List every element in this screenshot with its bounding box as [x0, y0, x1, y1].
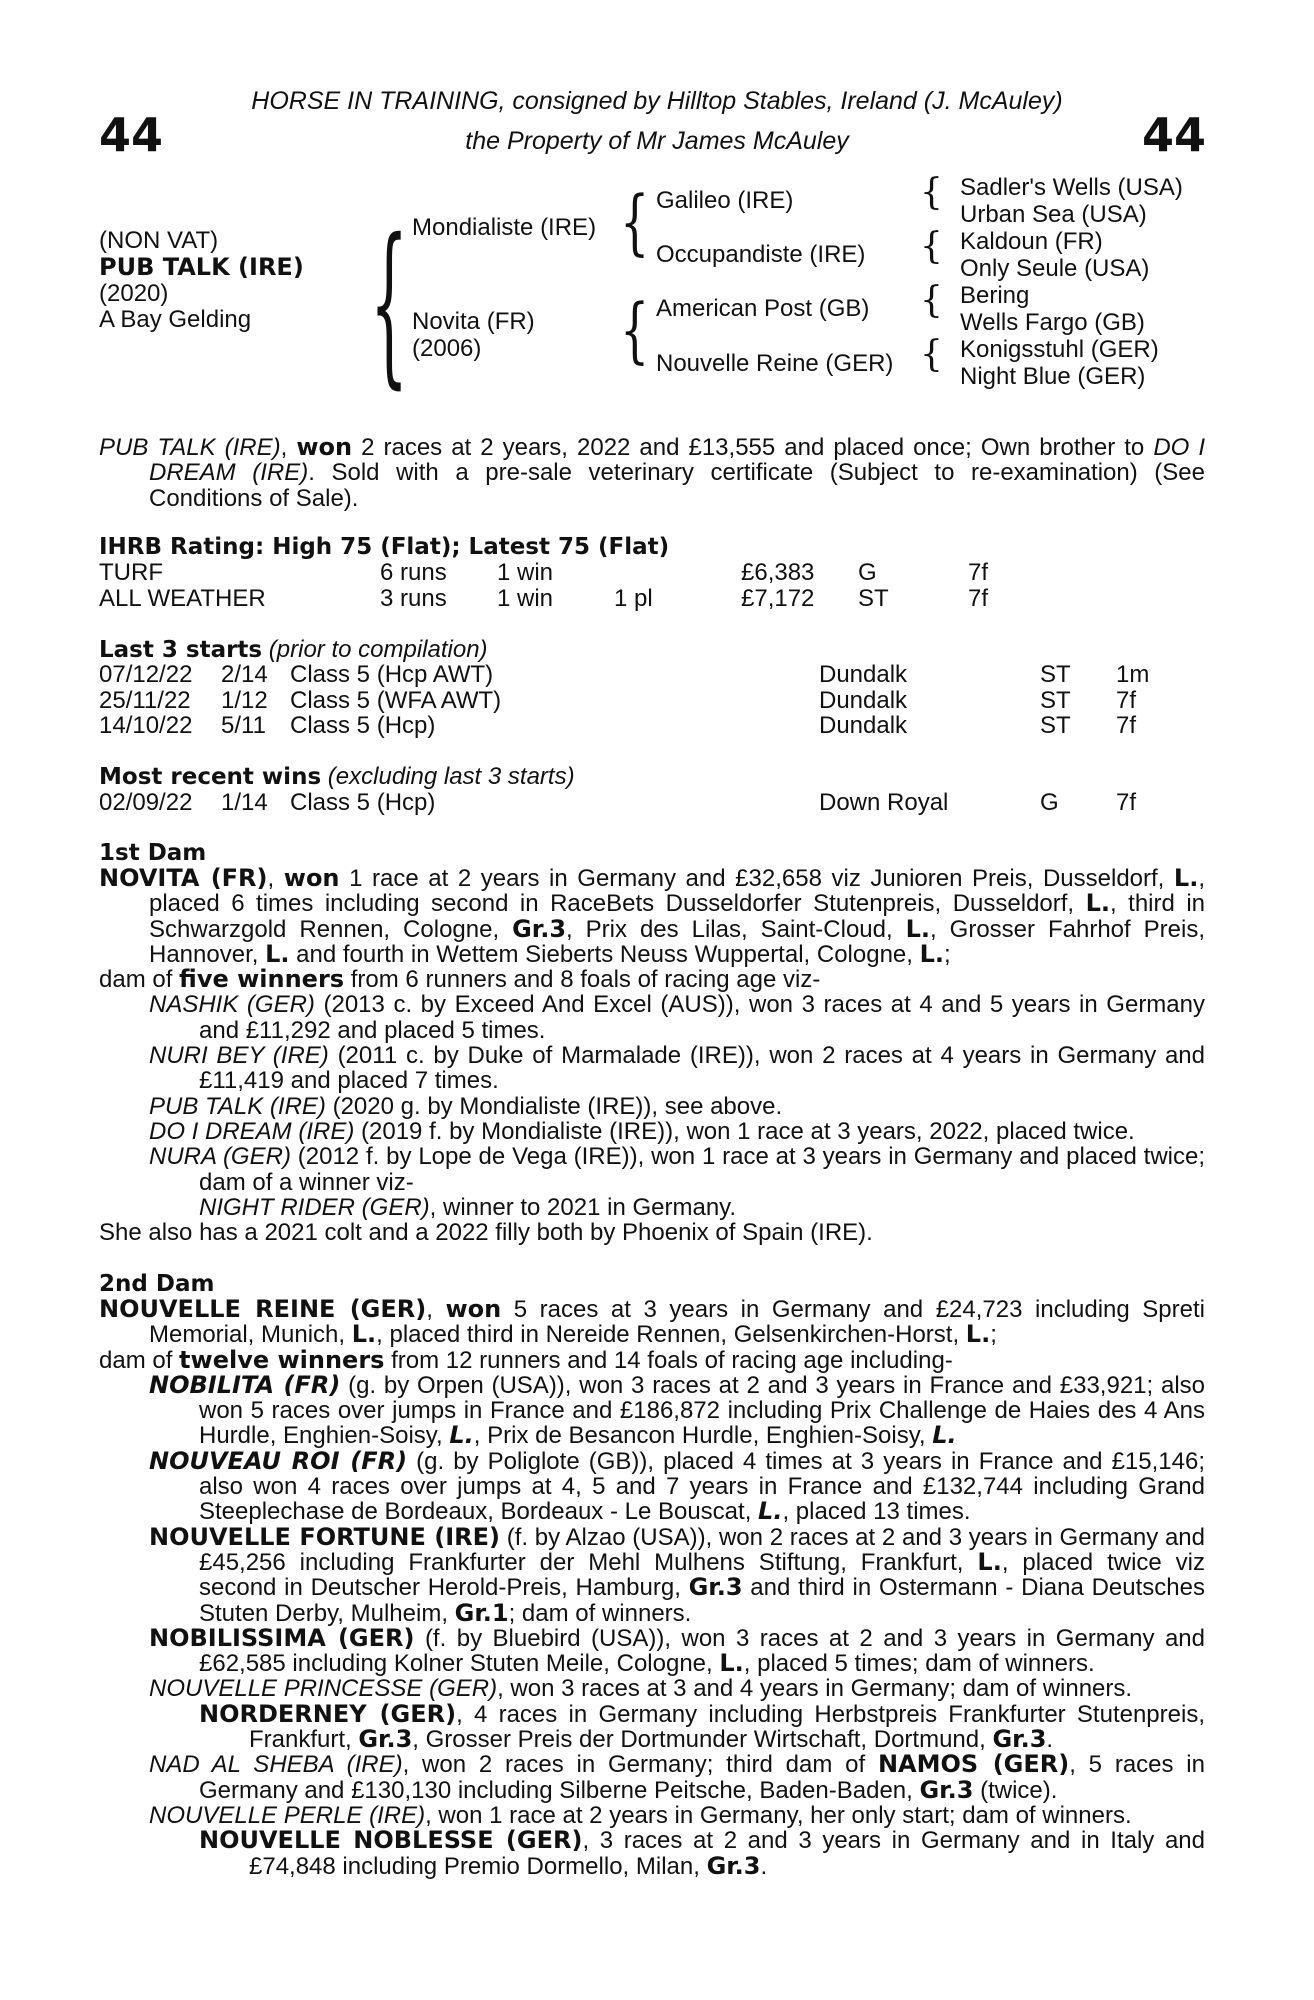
pedigree-g3a: Bering: [960, 282, 1030, 309]
pedigree-brace-g4: {: [920, 334, 943, 375]
pedigree-brace-g3: {: [920, 280, 943, 321]
pedigree-g3b: Wells Fargo (GB): [960, 309, 1145, 336]
pedigree-brace-g2: {: [920, 226, 943, 267]
horse-name: PUB TALK (IRE): [99, 253, 304, 281]
pedigree-brace-g1: {: [920, 172, 943, 213]
list-item: PUB TALK (IRE) (2020 g. by Mondialiste (IRE)), see above.: [149, 1092, 783, 1120]
first-dam-also: She also has a 2021 colt and a 2022 filly both by Phoenix of Spain (IRE).: [99, 1219, 873, 1247]
last3-row: 25/11/22 1/12 Class 5 (WFA AWT) Dundalk ST 7f: [99, 687, 1137, 714]
intro-won: won: [296, 433, 353, 461]
second-dam-section: NOUVELLE REINE (GER), won 5 races at 3 years in Germany and £24,723 including Spreti Memorial, Munich, L., placed third in Nereide Rennen, Gelsenkirchen-Horst, L.; dam of twelve winners from 12 runners and 14 foals of racing age including- NOBILITA (FR) (g. by Orpen (USA)), won 3 races at 2 and 3 years in France and £33,921; also won 5 races over jumps in France and £186,872 including Prix Challenge de Haies des 4 Ans Hurdle, Enghien-Soisy, L., Prix de Besancon Hurdle, Enghien-Soisy, L. NOUVEAU ROI (FR) (g. by Poliglote (GB)), placed 4 times at 3 years in France and £15,146; also won 4 races over jumps at 4, 5 and 7 years in France and £132,744 including Grand Steeplechase de Bordeaux, Bordeaux - Le Bouscat, L., placed 13 times. NOUVELLE FORTUNE (IRE) (f. by Alzao (USA)), won 2 races at 2 and 3 years in Germany and £45,256 including Frankfurter der Mehl Mulhens Stiftung, Frankfurt, L., placed twice viz second in Deutscher Herold-Preis, Hamburg, Gr.3 and third in Ostermann - Diana Deutsches Stuten Derby, Mulheim, Gr.1; dam of winners. NOBILISSIMA (GER) (f. by Bluebird (USA)), won 3 races at 2 and 3 years in Germany and £62,585 including Kolner Stuten Meile, Cologne, L., placed 5 times; dam of winners. NOUVELLE PRINCESSE (GER), won 3 races at 3 and 4 years in Germany; dam of winners. NORDERNEY (GER), 4 races in Germany including Herbstpreis Frankfurter Stutenpreis, Frankfurt, Gr.3, Grosser Preis der Dortmunder Wirtschaft, Dortmund, Gr.3. NAD AL SHEBA (IRE), won 2 races in Germany; third dam of NAMOS (GER), 5 races in Germany and £130,130 including Silberne Peitsche, Baden-Baden, Gr.3 (twice). NOUVELLE PERLE (IRE), won 1 race at 2 years in Germany, her only start; dam of winners. NOUVELLE NOBLESSE (GER), 3 races at 2 and 3 years in Germany and in Italy and £74,848 including Premio Dormello, Milan, Gr.3.: [99, 1295, 1206, 1880]
dam-dam: Nouvelle Reine (GER): [656, 350, 894, 377]
first-dam-produce-summary: dam of five winners from 6 runners and 8 foals of racing age viz-: [99, 965, 821, 994]
dam-sire: American Post (GB): [656, 295, 870, 322]
first-dam-name: NOVITA (FR): [99, 864, 268, 892]
list-item: NORDERNEY (GER), 4 races in Germany including Herbstpreis Frankfurter Stutenpreis, Frankfurt, Gr.3, Grosser Preis der Dortmunder Wirtschaft, Dortmund, Gr.3.: [199, 1699, 1205, 1754]
list-item: NOUVEAU ROI (FR) (g. by Poliglote (GB)), placed 4 times at 3 years in France and £15,146; also won 4 races over jumps at 4, 5 and 7 years in France and £132,744 including Grand Steeplechase de Bordeaux, Bordeaux - Le Bouscat, L., placed 13 times.: [149, 1446, 1206, 1526]
lot-number-left: 44: [99, 108, 164, 162]
list-item: NOUVELLE FORTUNE (IRE) (f. by Alzao (USA)), won 2 races at 2 and 3 years in Germany and £45,256 including Frankfurter der Mehl Mulhens Stiftung, Frankfurt, L., placed twice viz second in Deutscher Herold-Preis, Hamburg, Gr.3 and third in Ostermann - Diana Deutsches Stuten Derby, Mulheim, Gr.1; dam of winners.: [149, 1522, 1205, 1627]
intro-brother: DO I DREAM (IRE): [149, 434, 1206, 487]
intro-paragraph: PUB TALK (IRE), won 2 races at 2 years, 2022 and £13,555 and placed once; Own brother to DO I DREAM (IRE). Sold with a pre-sale veterinary certificate (Subject to re-examination) (See Conditions of Sale).: [99, 433, 1206, 512]
list-item: NOBILISSIMA (GER) (f. by Bluebird (USA)), won 3 races at 2 and 3 years in Germany and £62,585 including Kolner Stuten Meile, Cologne, L., placed 5 times; dam of winners.: [149, 1623, 1205, 1678]
sire-dam: Occupandiste (IRE): [656, 241, 866, 268]
list-item: NURA (GER) (2012 f. by Lope de Vega (IRE)), won 1 race at 3 years in Germany and placed twice; dam of a winner viz-: [149, 1143, 1205, 1196]
last3-heading: Last 3 starts (prior to compilation): [99, 636, 488, 663]
dam-name: Novita (FR): [412, 308, 535, 335]
list-item: NIGHT RIDER (GER), winner to 2021 in Germany.: [199, 1193, 737, 1221]
list-item: NOUVELLE PRINCESSE (GER), won 3 races at 3 and 4 years in Germany; dam of winners.: [149, 1675, 1133, 1703]
lot-number-right: 44: [1142, 108, 1207, 162]
pedigree-g2a: Kaldoun (FR): [960, 228, 1103, 255]
property-line: the Property of Mr James McAuley: [465, 127, 849, 155]
second-dam-heading: 2nd Dam: [99, 1271, 215, 1297]
horse-year: (2020): [99, 280, 169, 307]
sire-sire: Galileo (IRE): [656, 187, 794, 214]
pedigree-g1b: Urban Sea (USA): [960, 201, 1147, 228]
consignor-line: HORSE IN TRAINING, consigned by Hilltop Stables, Ireland (J. McAuley): [251, 87, 1063, 115]
first-dam-section: NOVITA (FR), won 1 race at 2 years in Germany and £32,658 viz Junioren Preis, Dusseldorf, L., placed 6 times including second in RaceBets Dusseldorfer Stutenpreis, Dusseldorf, L., third in Schwarzgold Rennen, Cologne, Gr.3, Prix des Lilas, Saint-Cloud, L., Grosser Fahrhof Preis, Hannover, L. and fourth in Wettem Sieberts Neuss Wuppertal, Cologne, L.; dam of five winners from 6 runners and 8 foals of racing age viz- NASHIK (GER) (2013 c. by Exceed And Excel (AUS)), won 3 races at 4 and 5 years in Germany and £11,292 and placed 5 times. NURI BEY (IRE) (2011 c. by Duke of Marmalade (IRE)), won 2 races at 4 years in Germany and £11,419 and placed 7 times. PUB TALK (IRE) (2020 g. by Mondialiste (IRE)), see above. DO I DREAM (IRE) (2019 f. by Mondialiste (IRE)), won 1 race at 3 years, 2022, placed twice. NURA (GER) (2012 f. by Lope de Vega (IRE)), won 1 race at 3 years in Germany and placed twice; dam of a winner viz- NIGHT RIDER (GER), winner to 2021 in Germany. She also has a 2021 colt and a 2022 filly both by Phoenix of Spain (IRE).: [99, 864, 1206, 1247]
sire-name: Mondialiste (IRE): [412, 214, 597, 241]
second-dam-produce-summary: dam of twelve winners from 12 runners and 14 foals of racing age including-: [99, 1345, 953, 1374]
pedigree-g4b: Night Blue (GER): [960, 363, 1146, 390]
ihrb-heading: IHRB Rating: High 75 (Flat); Latest 75 (Flat): [99, 534, 670, 560]
intro-horse-name: PUB TALK (IRE): [99, 434, 281, 461]
pedigree-g1a: Sadler's Wells (USA): [960, 174, 1183, 201]
list-item: NOBILITA (FR) (g. by Orpen (USA)), won 3 races at 2 and 3 years in France and £33,921; also won 5 races over jumps in France and £186,872 including Prix Challenge de Haies des 4 Ans Hurdle, Enghien-Soisy, L., Prix de Besancon Hurdle, Enghien-Soisy, L.: [149, 1370, 1205, 1450]
list-item: DO I DREAM (IRE) (2019 f. by Mondialiste (IRE)), won 1 race at 3 years, 2022, placed twice.: [149, 1117, 1135, 1145]
last3-row: 07/12/22 2/14 Class 5 (Hcp AWT) Dundalk ST 1m: [99, 661, 1150, 688]
pedigree-g4a: Konigsstuhl (GER): [960, 336, 1159, 363]
list-item: NURI BEY (IRE) (2011 c. by Duke of Marmalade (IRE)), won 2 races at 4 years in Germany and £11,419 and placed 7 times.: [149, 1042, 1205, 1095]
pedigree-brace-main: {: [370, 203, 409, 407]
dam-year: (2006): [412, 335, 482, 362]
list-item: NOUVELLE PERLE (IRE), won 1 race at 2 years in Germany, her only start; dam of winners.: [149, 1801, 1132, 1829]
list-item: NOUVELLE NOBLESSE (GER), 3 races at 2 and 3 years in Germany and in Italy and £74,848 including Premio Dormello, Milan, Gr.3.: [199, 1826, 1205, 1880]
recent-win-row: 02/09/22 1/14 Class 5 (Hcp) Down Royal G 7f: [99, 789, 1137, 816]
recent-wins-heading: Most recent wins (excluding last 3 starts): [99, 763, 575, 790]
first-dam-heading: 1st Dam: [99, 840, 207, 866]
horse-description: A Bay Gelding: [99, 306, 252, 333]
pedigree-brace-sire: {: [620, 179, 650, 264]
last3-row: 14/10/22 5/11 Class 5 (Hcp) Dundalk ST 7f: [99, 712, 1137, 739]
list-item: NASHIK (GER) (2013 c. by Exceed And Excel (AUS)), won 3 races at 4 and 5 years in Germany and £11,292 and placed 5 times.: [149, 991, 1205, 1044]
pedigree-brace-dam: {: [620, 287, 650, 372]
pedigree-g2b: Only Seule (USA): [960, 255, 1150, 282]
vat-status: (NON VAT): [99, 227, 219, 254]
second-dam-name: NOUVELLE REINE (GER): [99, 1295, 427, 1323]
list-item: NAD AL SHEBA (IRE), won 2 races in Germany; third dam of NAMOS (GER), 5 races in Germany and £130,130 including Silberne Peitsche, Baden-Baden, Gr.3 (twice).: [149, 1750, 1205, 1804]
